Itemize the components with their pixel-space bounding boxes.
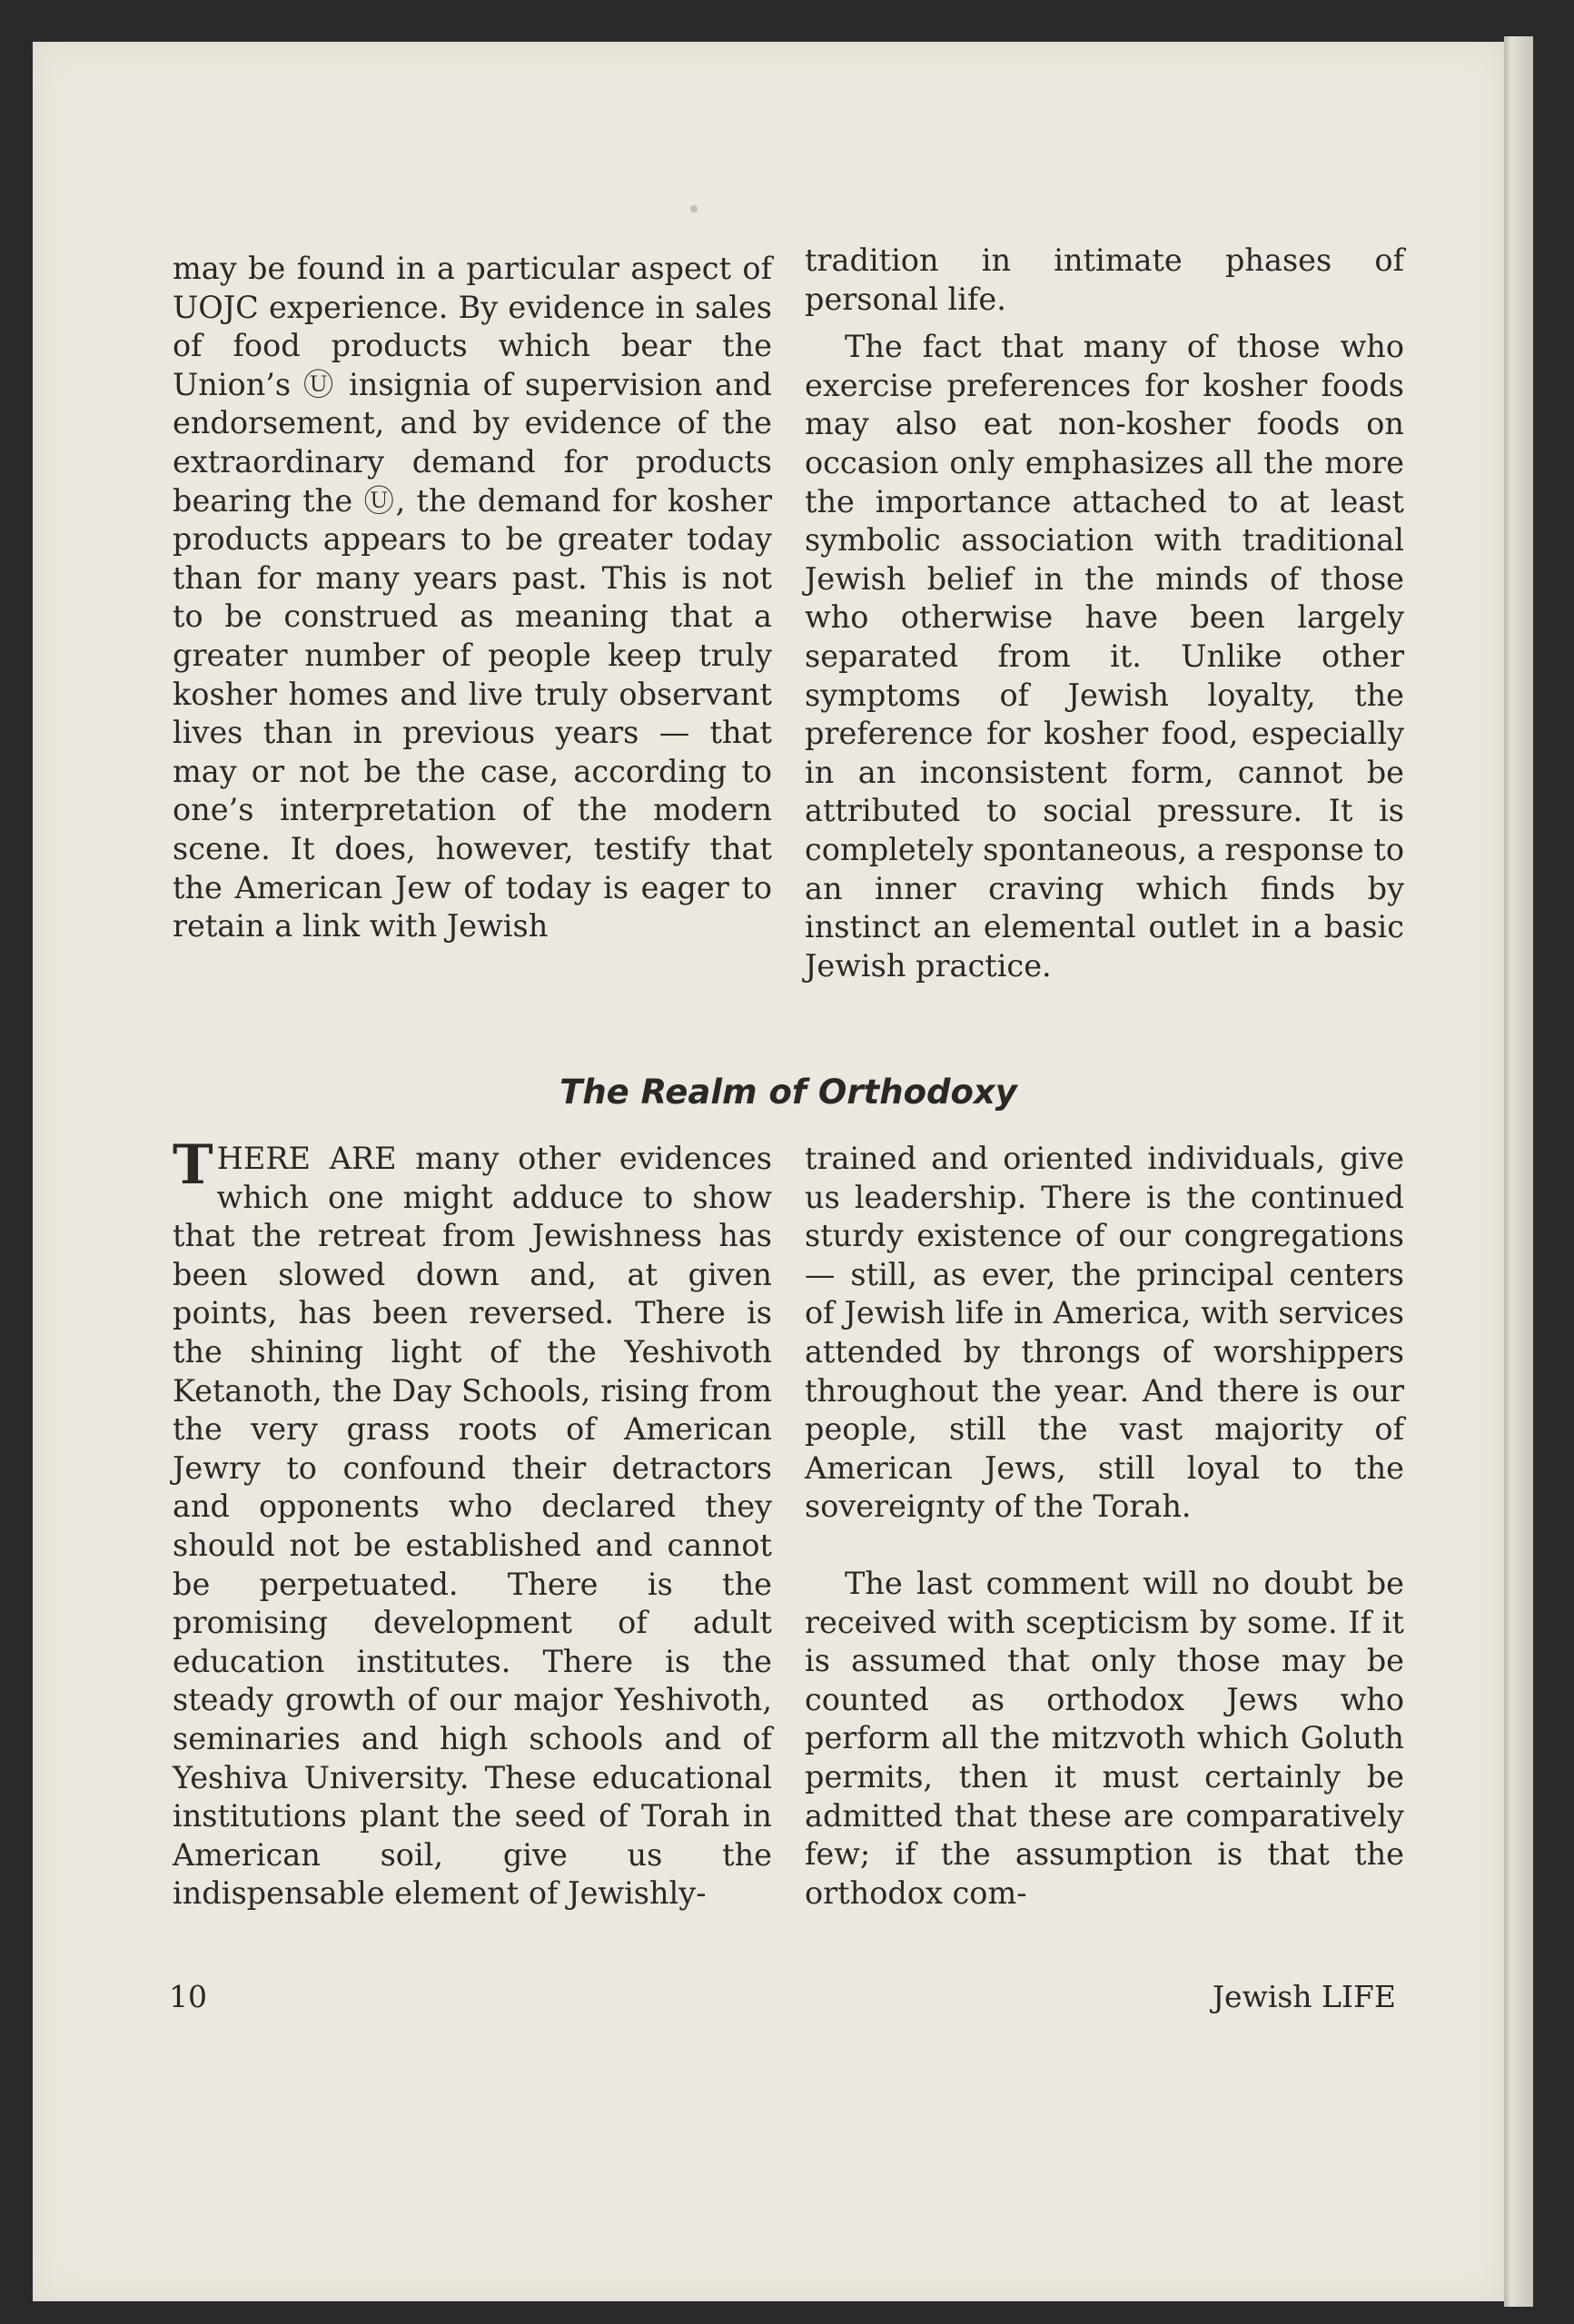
- paragraph: [173, 1133, 772, 1914]
- column-bottom-left: [173, 1133, 772, 1914]
- drop-cap: T: [173, 1133, 213, 1197]
- paragraph: The fact that many of those who exercise preferences for kosher foods may also eat non-kosher foods on occasion only emphasizes all the more the importance attached to at least symbolic association with traditional Jewish belief in the minds of those who otherwise have been largely separated from it. Unlike other symptoms of Jewish loyalty, the preference for kosher food, especially in an inconsistent form, cannot be attributed to social pressure. It is completely spontaneous, a response to an inner craving which finds by instinct an elemental outlet in a basic Jewish practice.: [805, 329, 1404, 984]
- paragraph-text: HERE ARE many other evidences which one might adduce to show that the retreat from Jewishness has been slowed down and, at given points, has been reversed. There is the shining light of the Yeshivoth Ketanoth, the Day Schools, rising from the very grass roots of American Jewry to confound their detractors and opponents who declared they should not be established and cannot be perpetuated. There is the promising development of adult education institutes. There is the steady growth of our major Yeshivoth, seminaries and high schools and of Yeshiva University. These educational institutions plant the seed of Torah in American soil, give us the indispensable element of Jewishly-: [173, 1141, 772, 1912]
- column-top-right: [805, 242, 1404, 985]
- column-bottom-right: [805, 1140, 1404, 1913]
- column-top-left: [173, 250, 772, 946]
- page-edge: [1504, 36, 1533, 2307]
- paragraph: tradition in intimate phases of personal life.: [805, 242, 1404, 317]
- scan-margin-right: [1533, 36, 1574, 2324]
- page-number: 10: [169, 1979, 207, 2014]
- running-footer: Jewish LIFE: [1212, 1979, 1396, 2014]
- paragraph: The last comment will no doubt be received with scepticism by some. If it is assumed that only those may be counted as orthodox Jews who perform all the mitzvoth which Goluth permits, then it must certainly be admitted that these are comparatively few; if the assumption is that the orthodox com-: [805, 1565, 1404, 1911]
- section-heading: The Realm of Orthodoxy: [559, 1073, 1017, 1112]
- paragraph: may be found in a particular aspect of UOJC experience. By evidence in sales of food products which bear the Union’s Ⓤ insignia of supervision and endorsement, and by evidence of the extraordinary demand for products bearing the Ⓤ, the demand for kosher products appears to be greater today than for many years past. This is not to be construed as meaning that a greater number of people keep truly kosher homes and live truly observant lives than in previous years — that may or not be the case, according to one’s interpretation of the modern scene. It does, however, testify that the American Jew of today is eager to retain a link with Jewish: [173, 251, 772, 944]
- paragraph: trained and oriented individuals, give us leadership. There is the continued sturdy existence of our congregations — still, as ever, the principal centers of Jewish life in America, with services attended by throngs of worshippers throughout the year. And there is our people, still the vast majority of American Jews, still loyal to the sovereignty of the Torah.: [805, 1141, 1404, 1525]
- paper-speck: [690, 205, 698, 213]
